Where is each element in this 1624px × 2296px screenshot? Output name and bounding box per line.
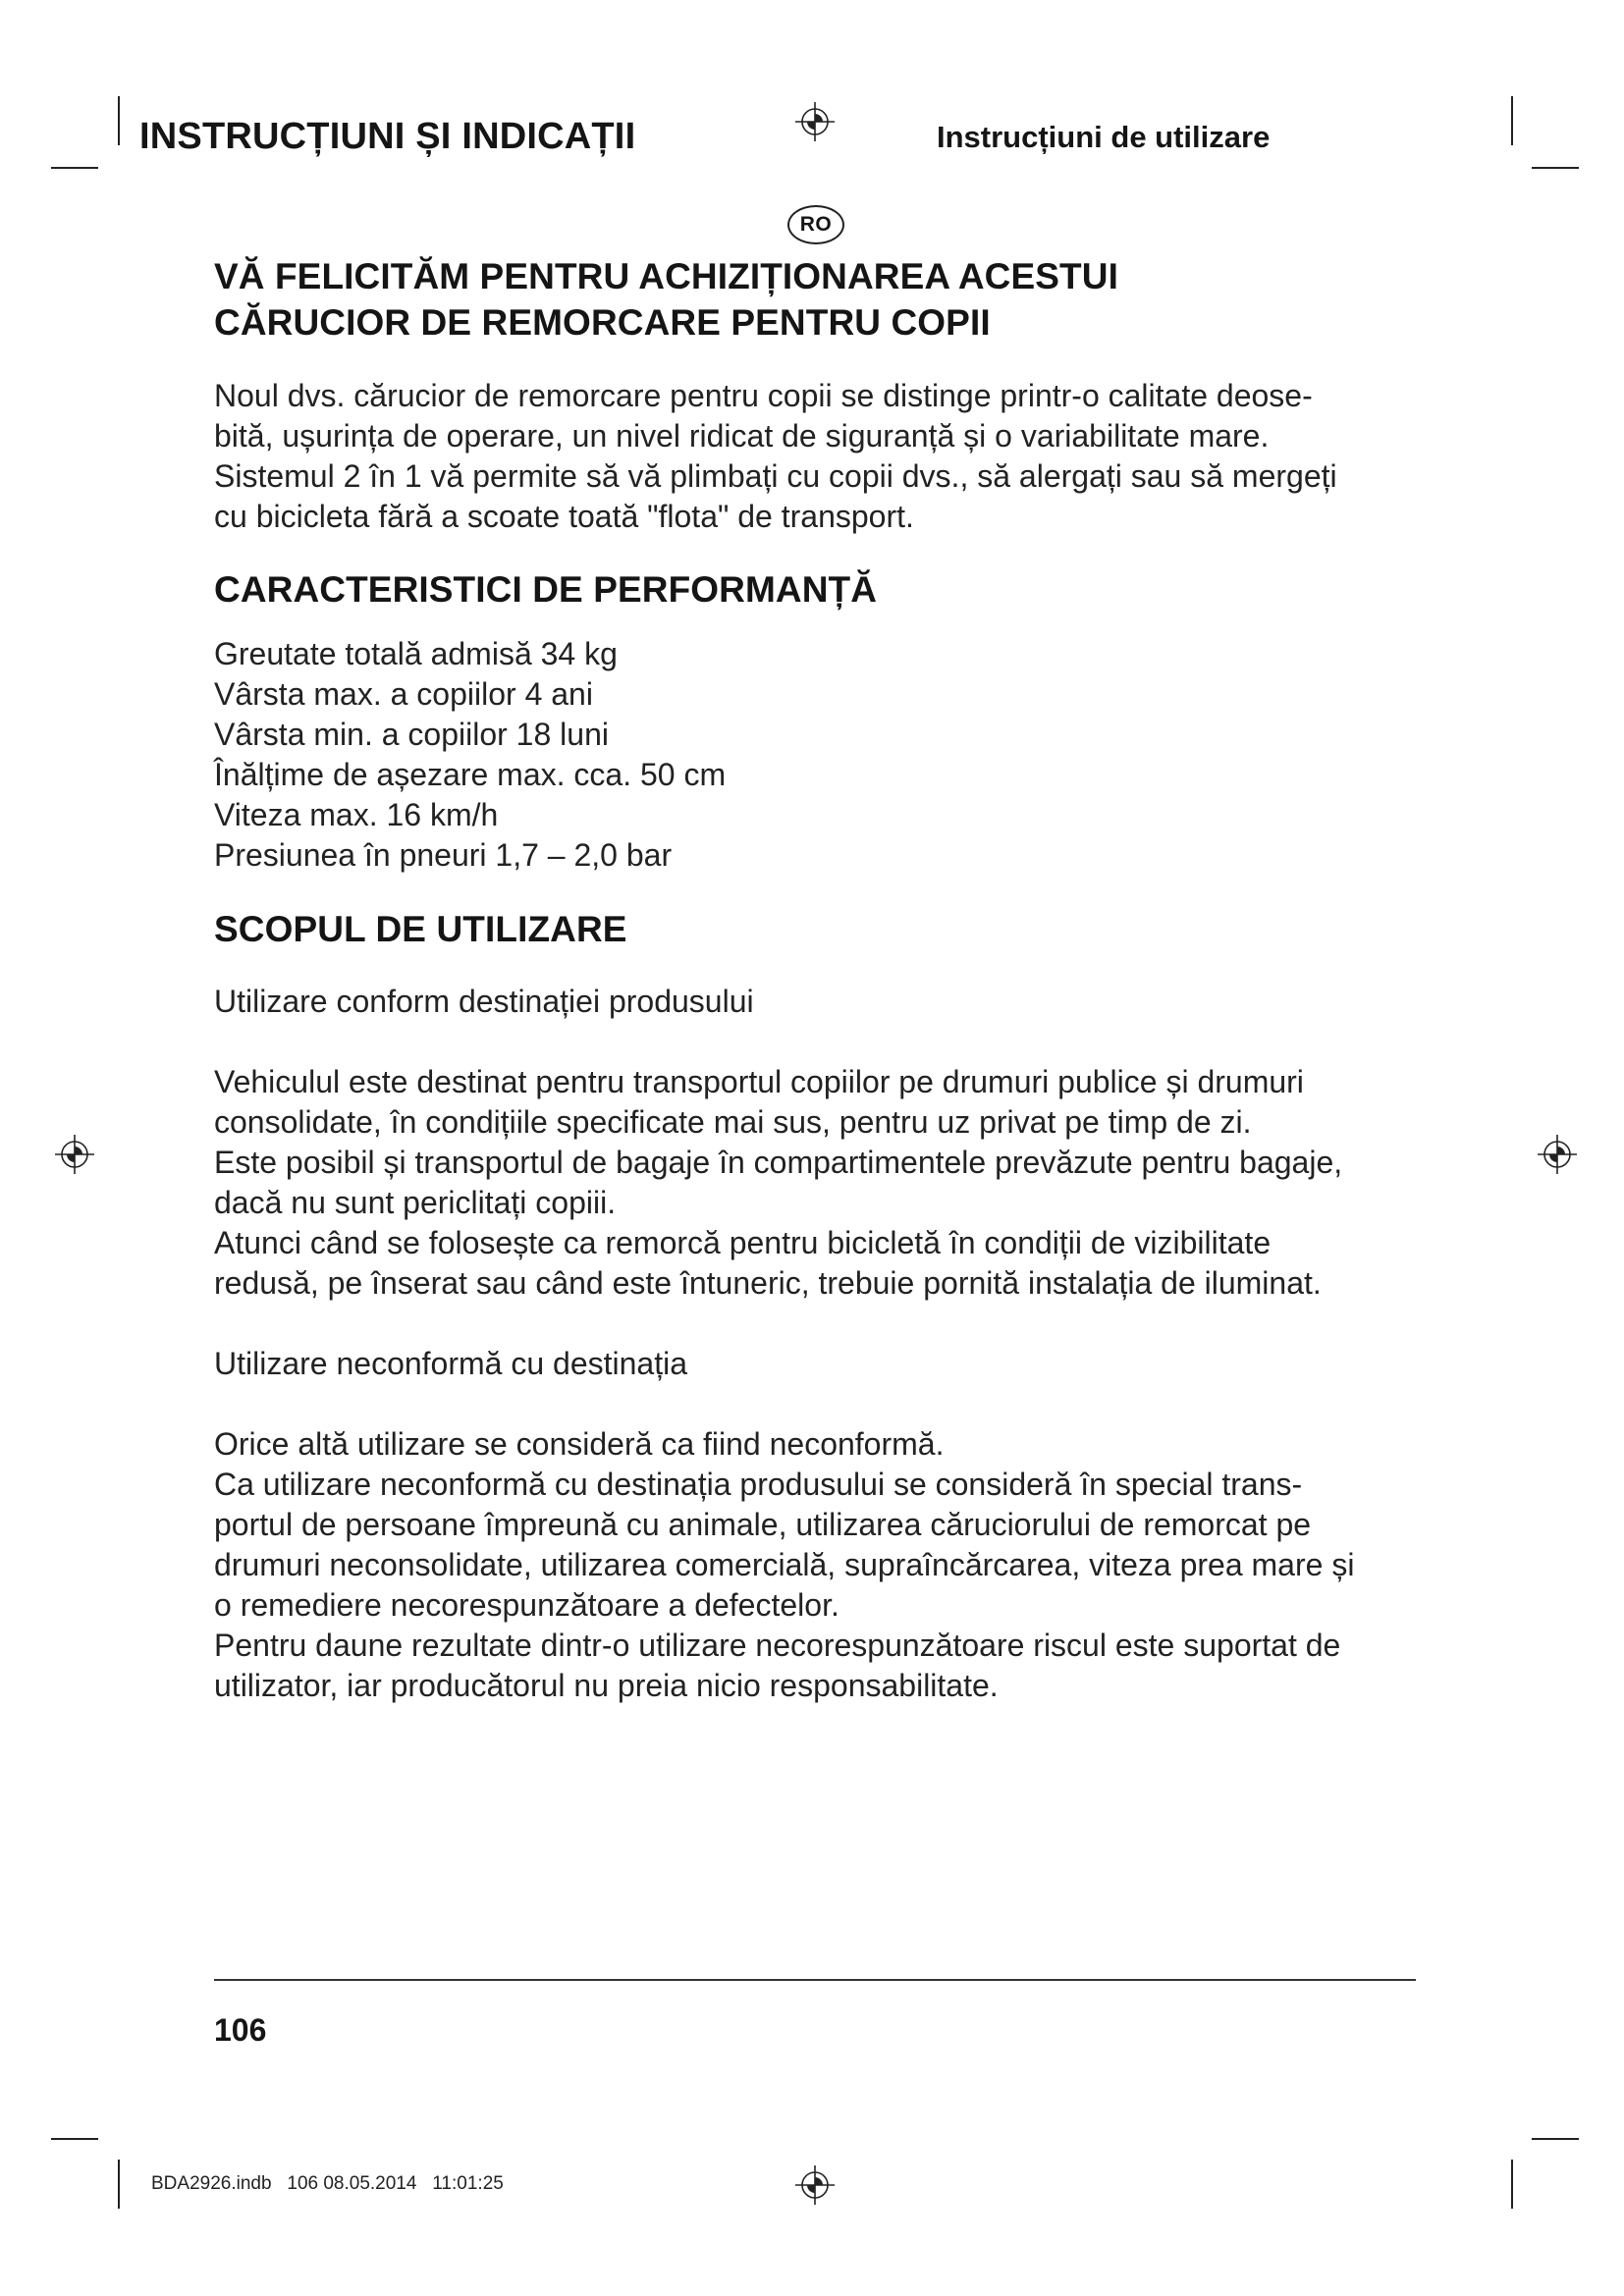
text-line: dacă nu sunt periclitați copiii. xyxy=(214,1185,617,1220)
crop-mark xyxy=(118,2160,120,2209)
page-content xyxy=(214,253,1436,1706)
crop-mark xyxy=(1532,2138,1579,2140)
page-number: 106 xyxy=(214,2012,267,2048)
text-line: cu bicicleta fără a scoate toată "flota" de transport. xyxy=(214,499,914,534)
text-line: Orice altă utilizare se consideră ca fiind neconformă. xyxy=(214,1426,945,1462)
intro-heading-line: VĂ FELICITĂM PENTRU ACHIZIȚIONAREA ACESTUI xyxy=(214,256,1118,296)
intended-use-heading: Utilizare conform destinației produsului xyxy=(214,984,754,1019)
text-line: Noul dvs. cărucior de remorcare pentru copii se distinge printr-o calitate deose- xyxy=(214,378,1313,413)
spec-item: Greutate totală admisă 34 kg xyxy=(214,636,618,671)
spec-item: Înălțime de așezare max. cca. 50 cm xyxy=(214,757,727,792)
spec-item: Vârsta min. a copiilor 18 luni xyxy=(214,717,609,752)
text-line: bită, ușurința de operare, un nivel ridicat de siguranță și o variabilitate mare. xyxy=(214,418,1270,454)
performance-heading: CARACTERISTICI DE PERFORMANȚĂ xyxy=(214,569,878,610)
text-line: drumuri neconsolidate, utilizarea comercială, supraîncărcarea, viteza prea mare și xyxy=(214,1547,1355,1582)
intro-heading xyxy=(214,253,1436,346)
registration-mark-icon xyxy=(793,100,837,143)
text-line: Sistemul 2 în 1 vă permite să vă plimbați cu copii dvs., să alergați sau să mergeți xyxy=(214,458,1337,494)
text-line: Ca utilizare neconformă cu destinația produsului se consideră în special trans- xyxy=(214,1467,1303,1502)
registration-mark-icon xyxy=(793,2163,837,2207)
document-title: Instrucțiuni de utilizare xyxy=(937,120,1271,154)
text-line: Pentru daune rezultate dintr-o utilizare necorespunzătoare riscul este suportat de xyxy=(214,1628,1341,1663)
text-line: consolidate, în condițiile specificate mai sus, pentru uz privat pe timp de zi. xyxy=(214,1104,1252,1140)
text-line: redusă, pe înserat sau când este întuneric, trebuie pornită instalația de iluminat. xyxy=(214,1265,1322,1301)
text-line: Este posibil și transportul de bagaje în compartimentele prevăzute pentru bagaje, xyxy=(214,1145,1343,1180)
registration-mark-icon xyxy=(53,1133,96,1176)
spec-item: Viteza max. 16 km/h xyxy=(214,797,499,832)
print-slug: BDA2926.indb 106 08.05.2014 11:01:25 xyxy=(151,2173,504,2194)
crop-mark xyxy=(51,2138,98,2140)
crop-mark xyxy=(1532,167,1579,169)
crop-mark xyxy=(1511,2160,1513,2209)
spec-list xyxy=(214,634,1436,876)
footer-divider xyxy=(214,1979,1416,1981)
spec-item: Vârsta max. a copiilor 4 ani xyxy=(214,676,593,712)
section-title: INSTRUCȚIUNI ȘI INDICAȚII xyxy=(139,116,636,157)
text-line: o remediere necorespunzătoare a defectelor. xyxy=(214,1587,839,1623)
crop-mark xyxy=(118,96,120,145)
registration-mark-icon xyxy=(1536,1133,1579,1176)
crop-mark xyxy=(51,167,98,169)
spec-item: Presiunea în pneuri 1,7 – 2,0 bar xyxy=(214,837,673,873)
text-line: Vehiculul este destinat pentru transportul copiilor pe drumuri publice și drumuri xyxy=(214,1064,1304,1099)
text-line: Atunci când se folosește ca remorcă pentru bicicletă în condiții de vizibilitate xyxy=(214,1225,1272,1260)
improper-use-heading: Utilizare neconformă cu destinația xyxy=(214,1346,688,1381)
purpose-heading: SCOPUL DE UTILIZARE xyxy=(214,909,627,949)
intro-heading-line: CĂRUCIOR DE REMORCARE PENTRU COPII xyxy=(214,302,991,343)
improper-use-paragraph xyxy=(214,1424,1436,1706)
language-badge: RO xyxy=(787,205,844,244)
text-line: portul de persoane împreună cu animale, utilizarea căruciorului de remorcat pe xyxy=(214,1507,1312,1542)
intended-use-paragraph xyxy=(214,1062,1436,1304)
intro-paragraph xyxy=(214,376,1436,537)
crop-mark xyxy=(1511,96,1513,145)
text-line: utilizator, iar producătorul nu preia nicio responsabilitate. xyxy=(214,1668,999,1703)
